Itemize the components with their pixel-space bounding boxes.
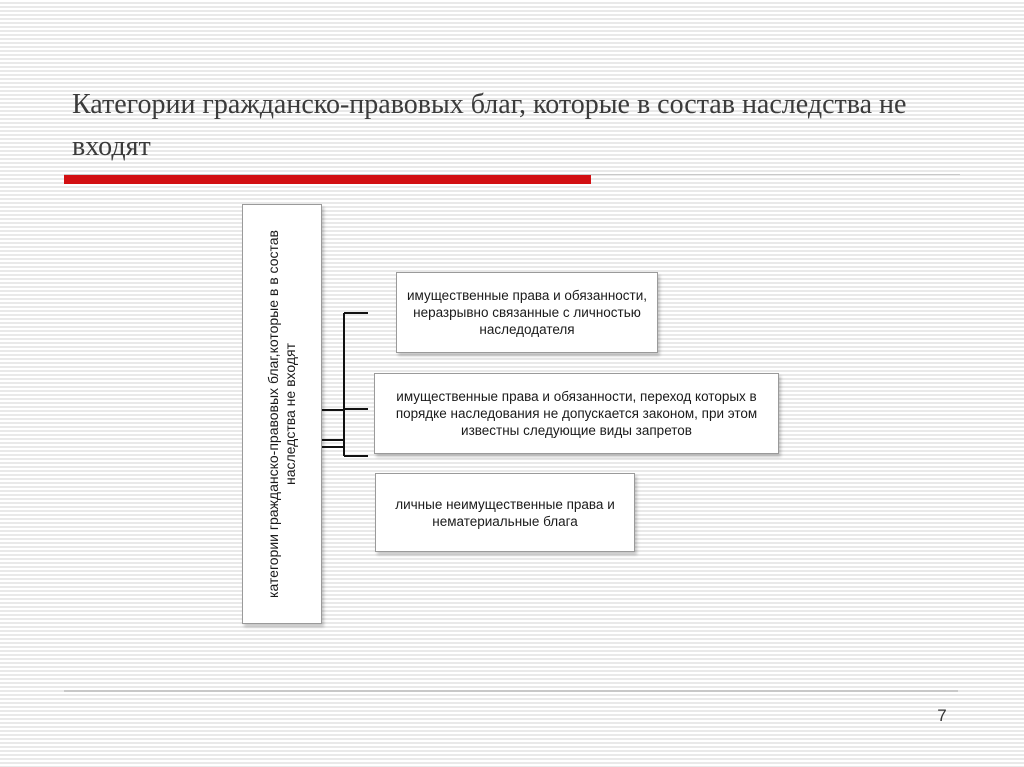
diagram-item-prohibited-transfer: имущественные права и обязанности, переход которых в порядке наследования не допускается законом, при этом известны следующие виды запретов xyxy=(374,373,779,454)
diagram-item-personal-non-property: личные неимущественные права и нематериальные блага xyxy=(375,473,635,552)
diagram-root-label: категории гражданско-правовых благ,которые в в состав наследства не входят xyxy=(265,230,298,598)
slide-title: Категории гражданско-правовых благ, которые в состав наследства не входят xyxy=(72,89,907,162)
page-number: 7 xyxy=(937,706,947,725)
footer-divider xyxy=(64,690,958,692)
diagram-item-inseparable-rights: имущественные права и обязанности, неразрывно связанные с личностью наследодателя xyxy=(396,272,658,353)
